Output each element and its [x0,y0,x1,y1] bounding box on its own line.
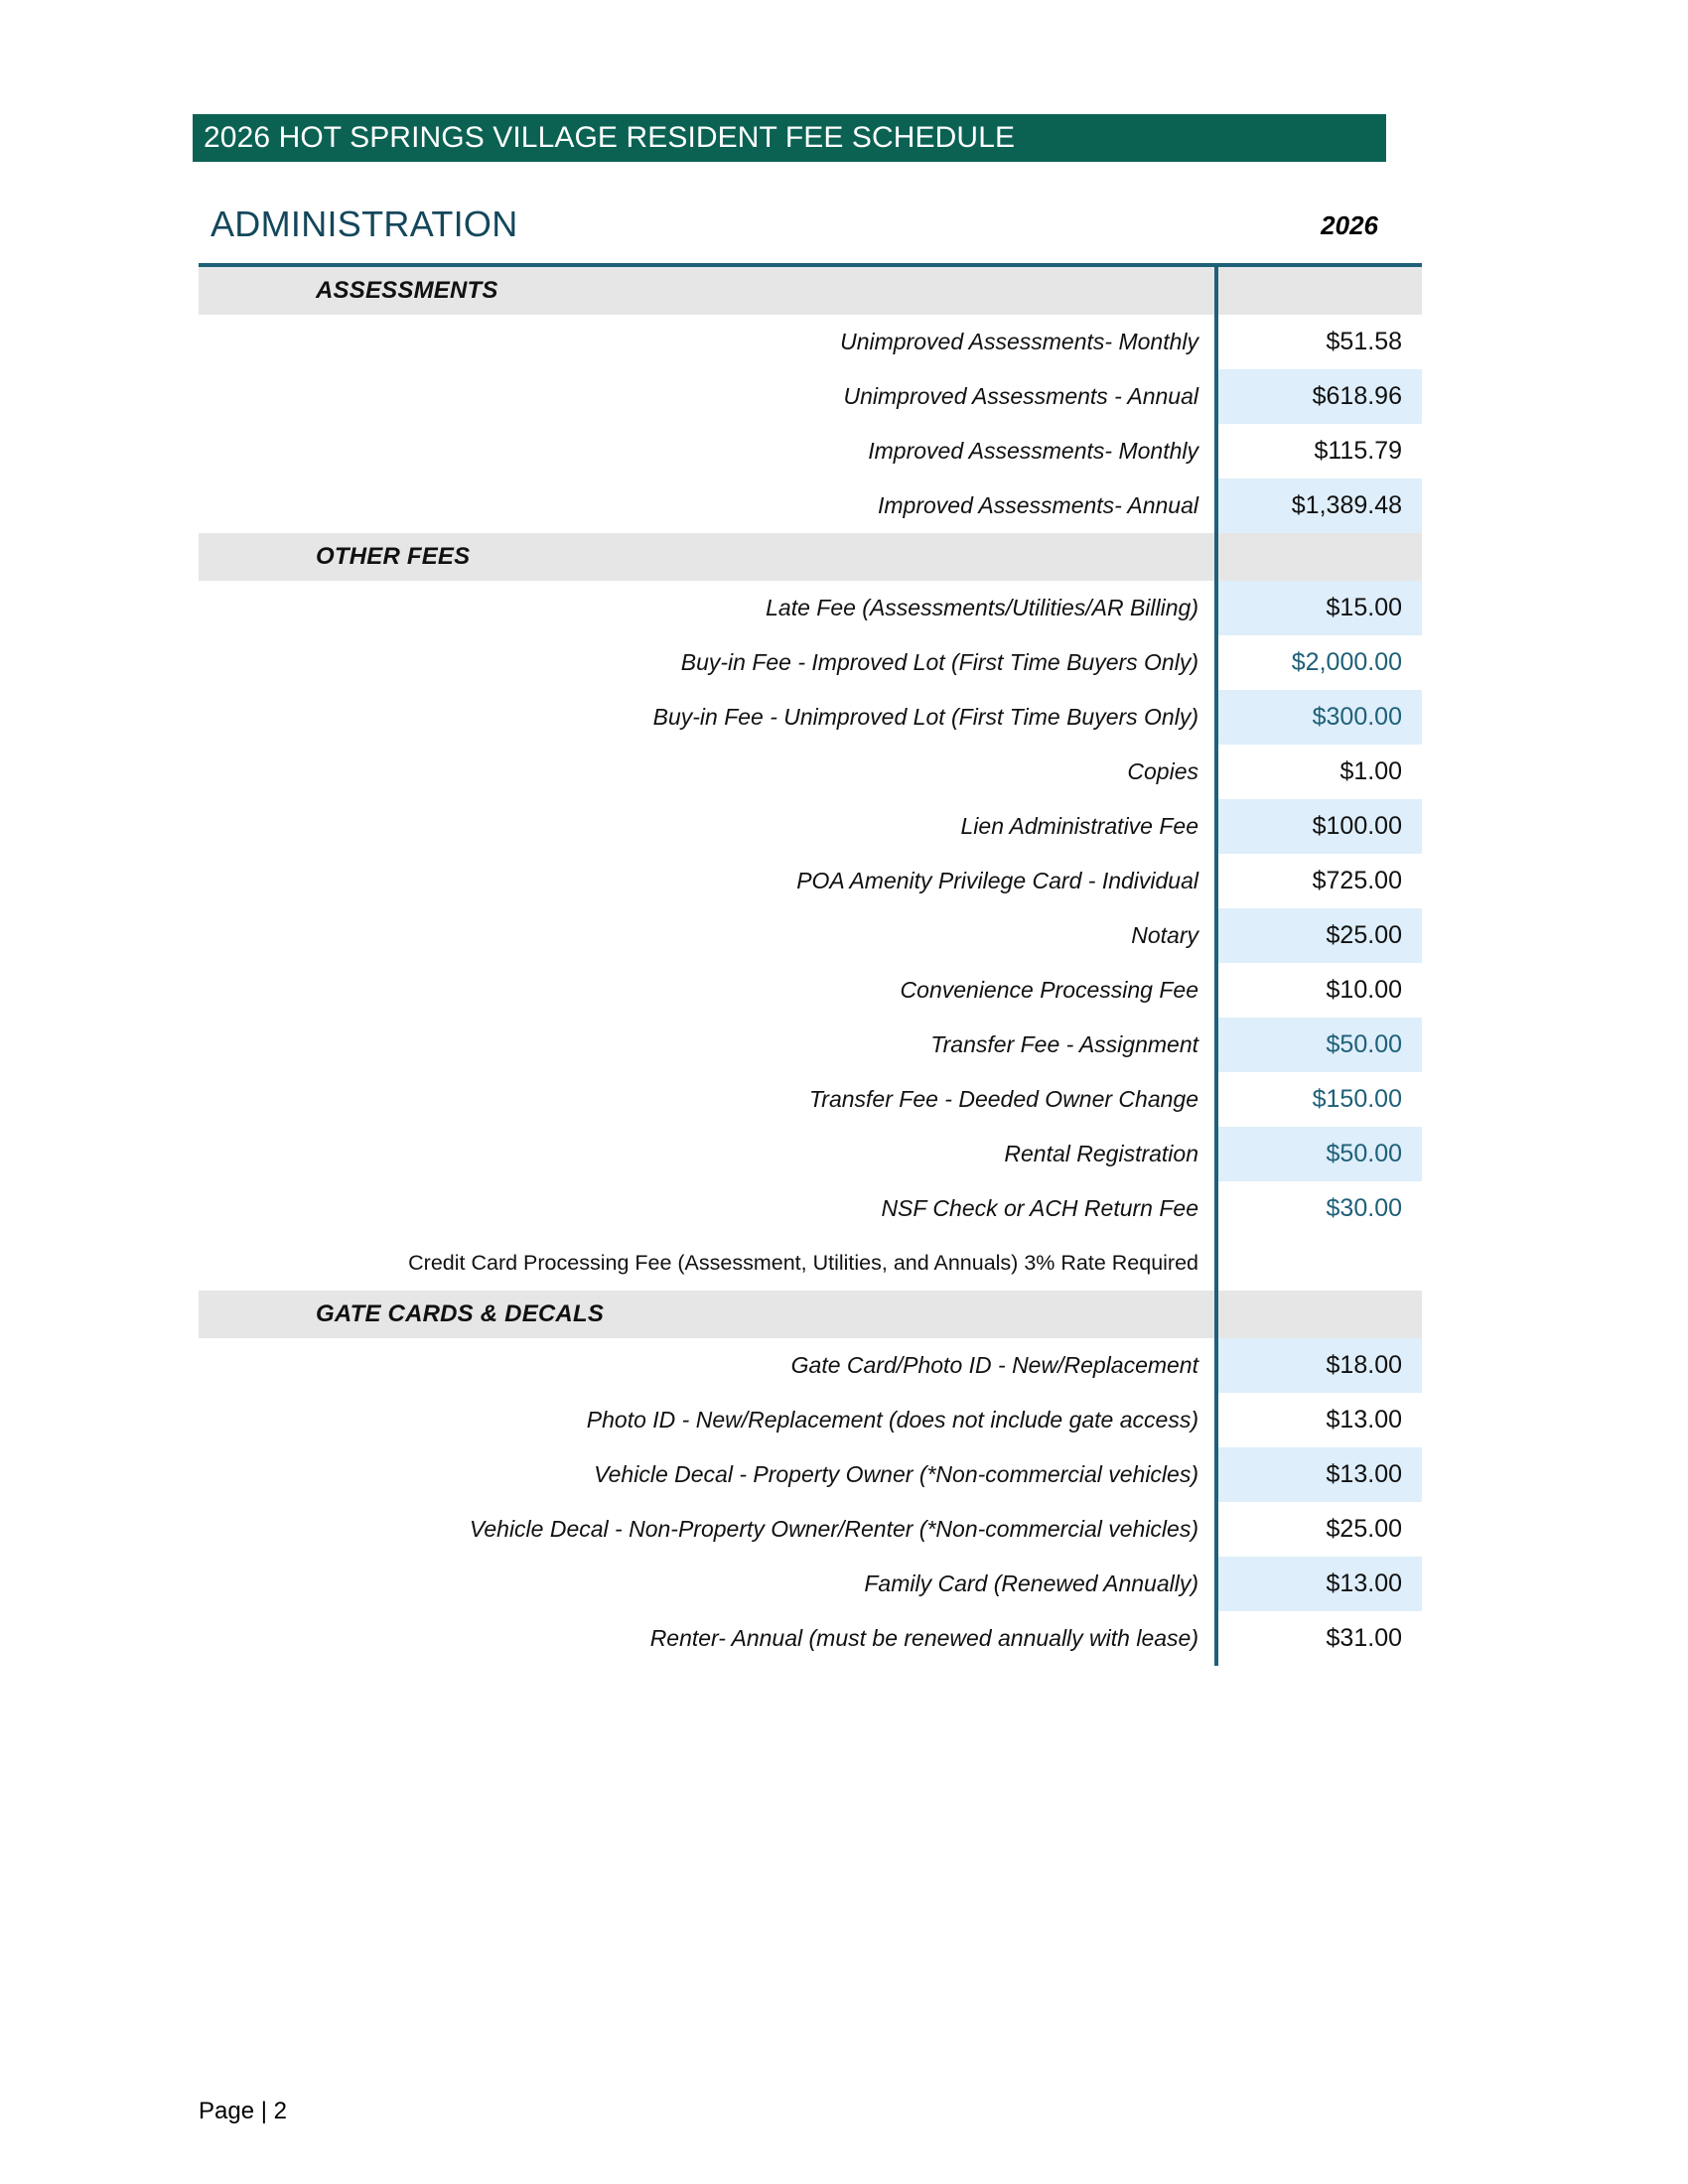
document-title: 2026 HOT SPRINGS VILLAGE RESIDENT FEE SCHEDULE [204,121,1016,154]
fee-row [199,581,1422,635]
fee-label: Improved Assessments- Annual [199,478,1216,533]
fee-label: Late Fee (Assessments/Utilities/AR Billing) [199,581,1216,635]
fee-value: $31.00 [1326,1624,1402,1652]
fee-value: $115.79 [1314,437,1402,465]
fee-row [199,1181,1422,1236]
document-title-banner [193,114,1386,162]
fee-value: $10.00 [1326,976,1402,1004]
section-heading-value-cell [1216,533,1422,581]
fee-value: $50.00 [1216,1018,1422,1072]
fee-label: Lien Administrative Fee [199,799,1216,854]
page-footer: Page | 2 [199,2098,287,2124]
section-heading-value-cell [1216,1291,1422,1338]
fee-label: Buy-in Fee - Unimproved Lot (First Time Buyers Only) [199,690,1216,745]
fee-value: $51.58 [1326,328,1402,355]
fee-value: $25.00 [1326,1515,1402,1543]
fee-label: Transfer Fee - Assignment [199,1018,1216,1072]
fee-label: Gate Card/Photo ID - New/Replacement [199,1338,1216,1393]
fee-label: Convenience Processing Fee [199,963,1216,1018]
fee-value: $100.00 [1216,799,1422,854]
fee-value: $1.00 [1339,757,1402,785]
fee-label: Family Card (Renewed Annually) [199,1557,1216,1611]
fee-label: Transfer Fee - Deeded Owner Change [199,1072,1216,1127]
department-heading: ADMINISTRATION [211,204,518,244]
fee-value: $1,389.48 [1216,478,1422,533]
fee-label: Credit Card Processing Fee (Assessment, Utilities, and Annuals) 3% Rate Required [199,1236,1216,1291]
fee-row [199,799,1422,854]
fee-value: $18.00 [1216,1338,1422,1393]
section-heading-label: ASSESSMENTS [199,265,1216,315]
fee-row [199,635,1422,690]
fee-label: Photo ID - New/Replacement (does not include gate access) [199,1393,1216,1447]
fee-value: $300.00 [1216,690,1422,745]
fee-label: Vehicle Decal - Property Owner (*Non-commercial vehicles) [199,1447,1216,1502]
fee-value: $13.00 [1216,1447,1422,1502]
fee-label: Notary [199,908,1216,963]
section-header-row [199,533,1422,581]
fee-value: $13.00 [1216,1557,1422,1611]
fee-row [199,1127,1422,1181]
fee-value: $30.00 [1326,1194,1402,1222]
fee-row [199,690,1422,745]
fee-label: NSF Check or ACH Return Fee [199,1181,1216,1236]
section-header-row [199,265,1422,315]
fee-value: $2,000.00 [1291,648,1402,676]
fee-value: $725.00 [1312,867,1402,894]
fee-row [199,1018,1422,1072]
section-header-row [199,1291,1422,1338]
fee-row [199,1072,1422,1127]
year-column-header: 2026 [1321,210,1378,240]
fee-row [199,369,1422,424]
fee-row [199,424,1422,478]
fee-table-body [199,265,1422,1666]
fee-value: $50.00 [1216,1127,1422,1181]
section-title-row [199,204,1420,255]
fee-row [199,478,1422,533]
fee-row [199,745,1422,799]
fee-row [199,1338,1422,1393]
fee-row [199,1611,1422,1666]
fee-label: Copies [199,745,1216,799]
fee-label: Unimproved Assessments- Monthly [199,315,1216,369]
fee-row [199,1236,1422,1291]
fee-schedule-table [199,263,1422,1666]
section-heading-value-cell [1216,265,1422,315]
fee-label: Renter- Annual (must be renewed annually with lease) [199,1611,1216,1666]
fee-label: Improved Assessments- Monthly [199,424,1216,478]
fee-label: POA Amenity Privilege Card - Individual [199,854,1216,908]
fee-row [199,1393,1422,1447]
fee-value: $25.00 [1216,908,1422,963]
fee-value: $15.00 [1216,581,1422,635]
fee-label: Vehicle Decal - Non-Property Owner/Renter (*Non-commercial vehicles) [199,1502,1216,1557]
fee-value: $150.00 [1312,1085,1402,1113]
fee-value [1216,1236,1422,1291]
fee-value: $13.00 [1326,1406,1402,1433]
fee-row [199,315,1422,369]
fee-row [199,908,1422,963]
fee-row [199,1502,1422,1557]
fee-label: Buy-in Fee - Improved Lot (First Time Buyers Only) [199,635,1216,690]
fee-row [199,1447,1422,1502]
section-heading-label: OTHER FEES [199,533,1216,581]
fee-value: $618.96 [1216,369,1422,424]
fee-label: Rental Registration [199,1127,1216,1181]
fee-row [199,1557,1422,1611]
fee-row [199,963,1422,1018]
fee-row [199,854,1422,908]
fee-label: Unimproved Assessments - Annual [199,369,1216,424]
section-heading-label: GATE CARDS & DECALS [199,1291,1216,1338]
